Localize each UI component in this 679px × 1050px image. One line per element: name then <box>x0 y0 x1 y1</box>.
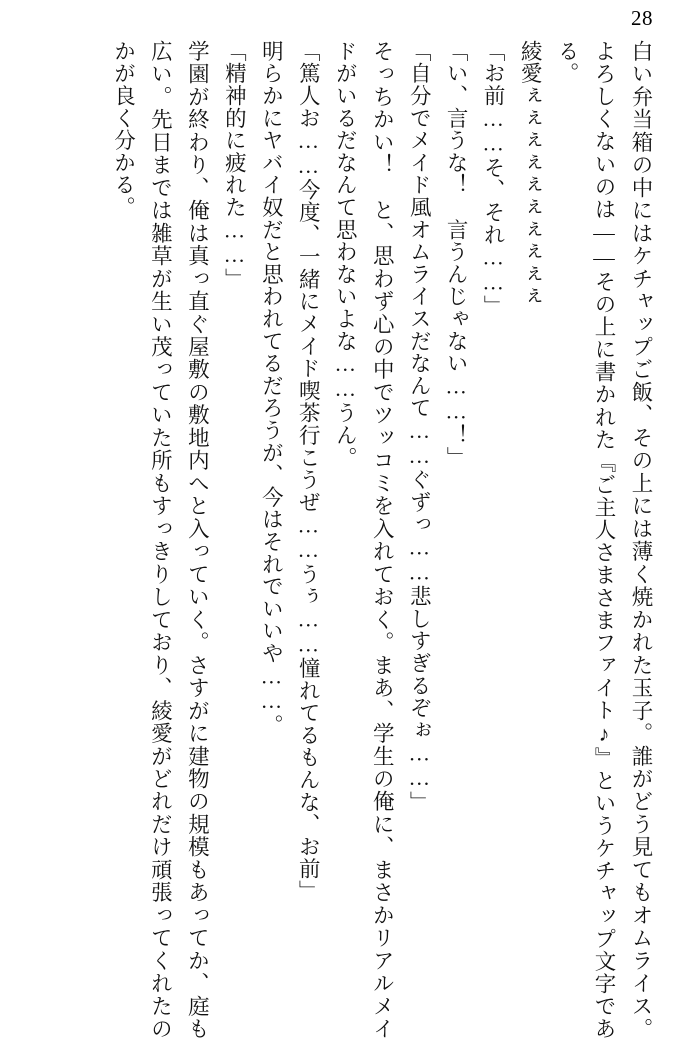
page-number: 28 <box>631 6 653 30</box>
paragraph: 白い弁当箱の中にはケチャップご飯、その上には薄く焼かれた玉子。誰がどう見てもオムライス。よろしくないのは——その上に書かれた『ご主人さまさまファイト♪』というケチャップ文字である。 <box>555 40 653 1040</box>
paragraph: 綾愛ぇぇぇぇぇぇぇぇぇぇ <box>518 40 543 308</box>
paragraph: 明らかにヤバイ奴だと思われてるだろうが、今はそれでいいや……。 <box>259 40 284 737</box>
paragraph: 学園が終わり、俺は真っ直ぐ屋敷の敷地内へと入っていく。さすがに建物の規模もあってか、庭も広い。先日までは雑草が生い茂っていた所もすっきりしており、綾愛がどれだけ頑張ってくれたのかが良く分かる。 <box>111 40 210 1040</box>
paragraph: 「精神的に疲れた……」 <box>222 40 247 291</box>
paragraph: 「お前……そ、それ……」 <box>481 40 506 318</box>
vertical-body-text <box>18 40 659 1040</box>
paragraph: そっちかい！ と、思わず心の中でツッコミを入れておく。まあ、学生の俺に、まさかリアルメイドがいるだなんて思わないよな……うん。 <box>333 40 395 1040</box>
paragraph: 「自分でメイド風オムライスだなんて……ぐずっ……悲しすぎるぞぉ……」 <box>407 40 432 814</box>
paragraph: 「い、言うな！ 言うんじゃない……！」 <box>444 40 469 469</box>
paragraph: 「篤人お……今度、一緒にメイド喫茶行こうぜ……うぅ……憧れてるもんな、お前」 <box>296 40 321 903</box>
